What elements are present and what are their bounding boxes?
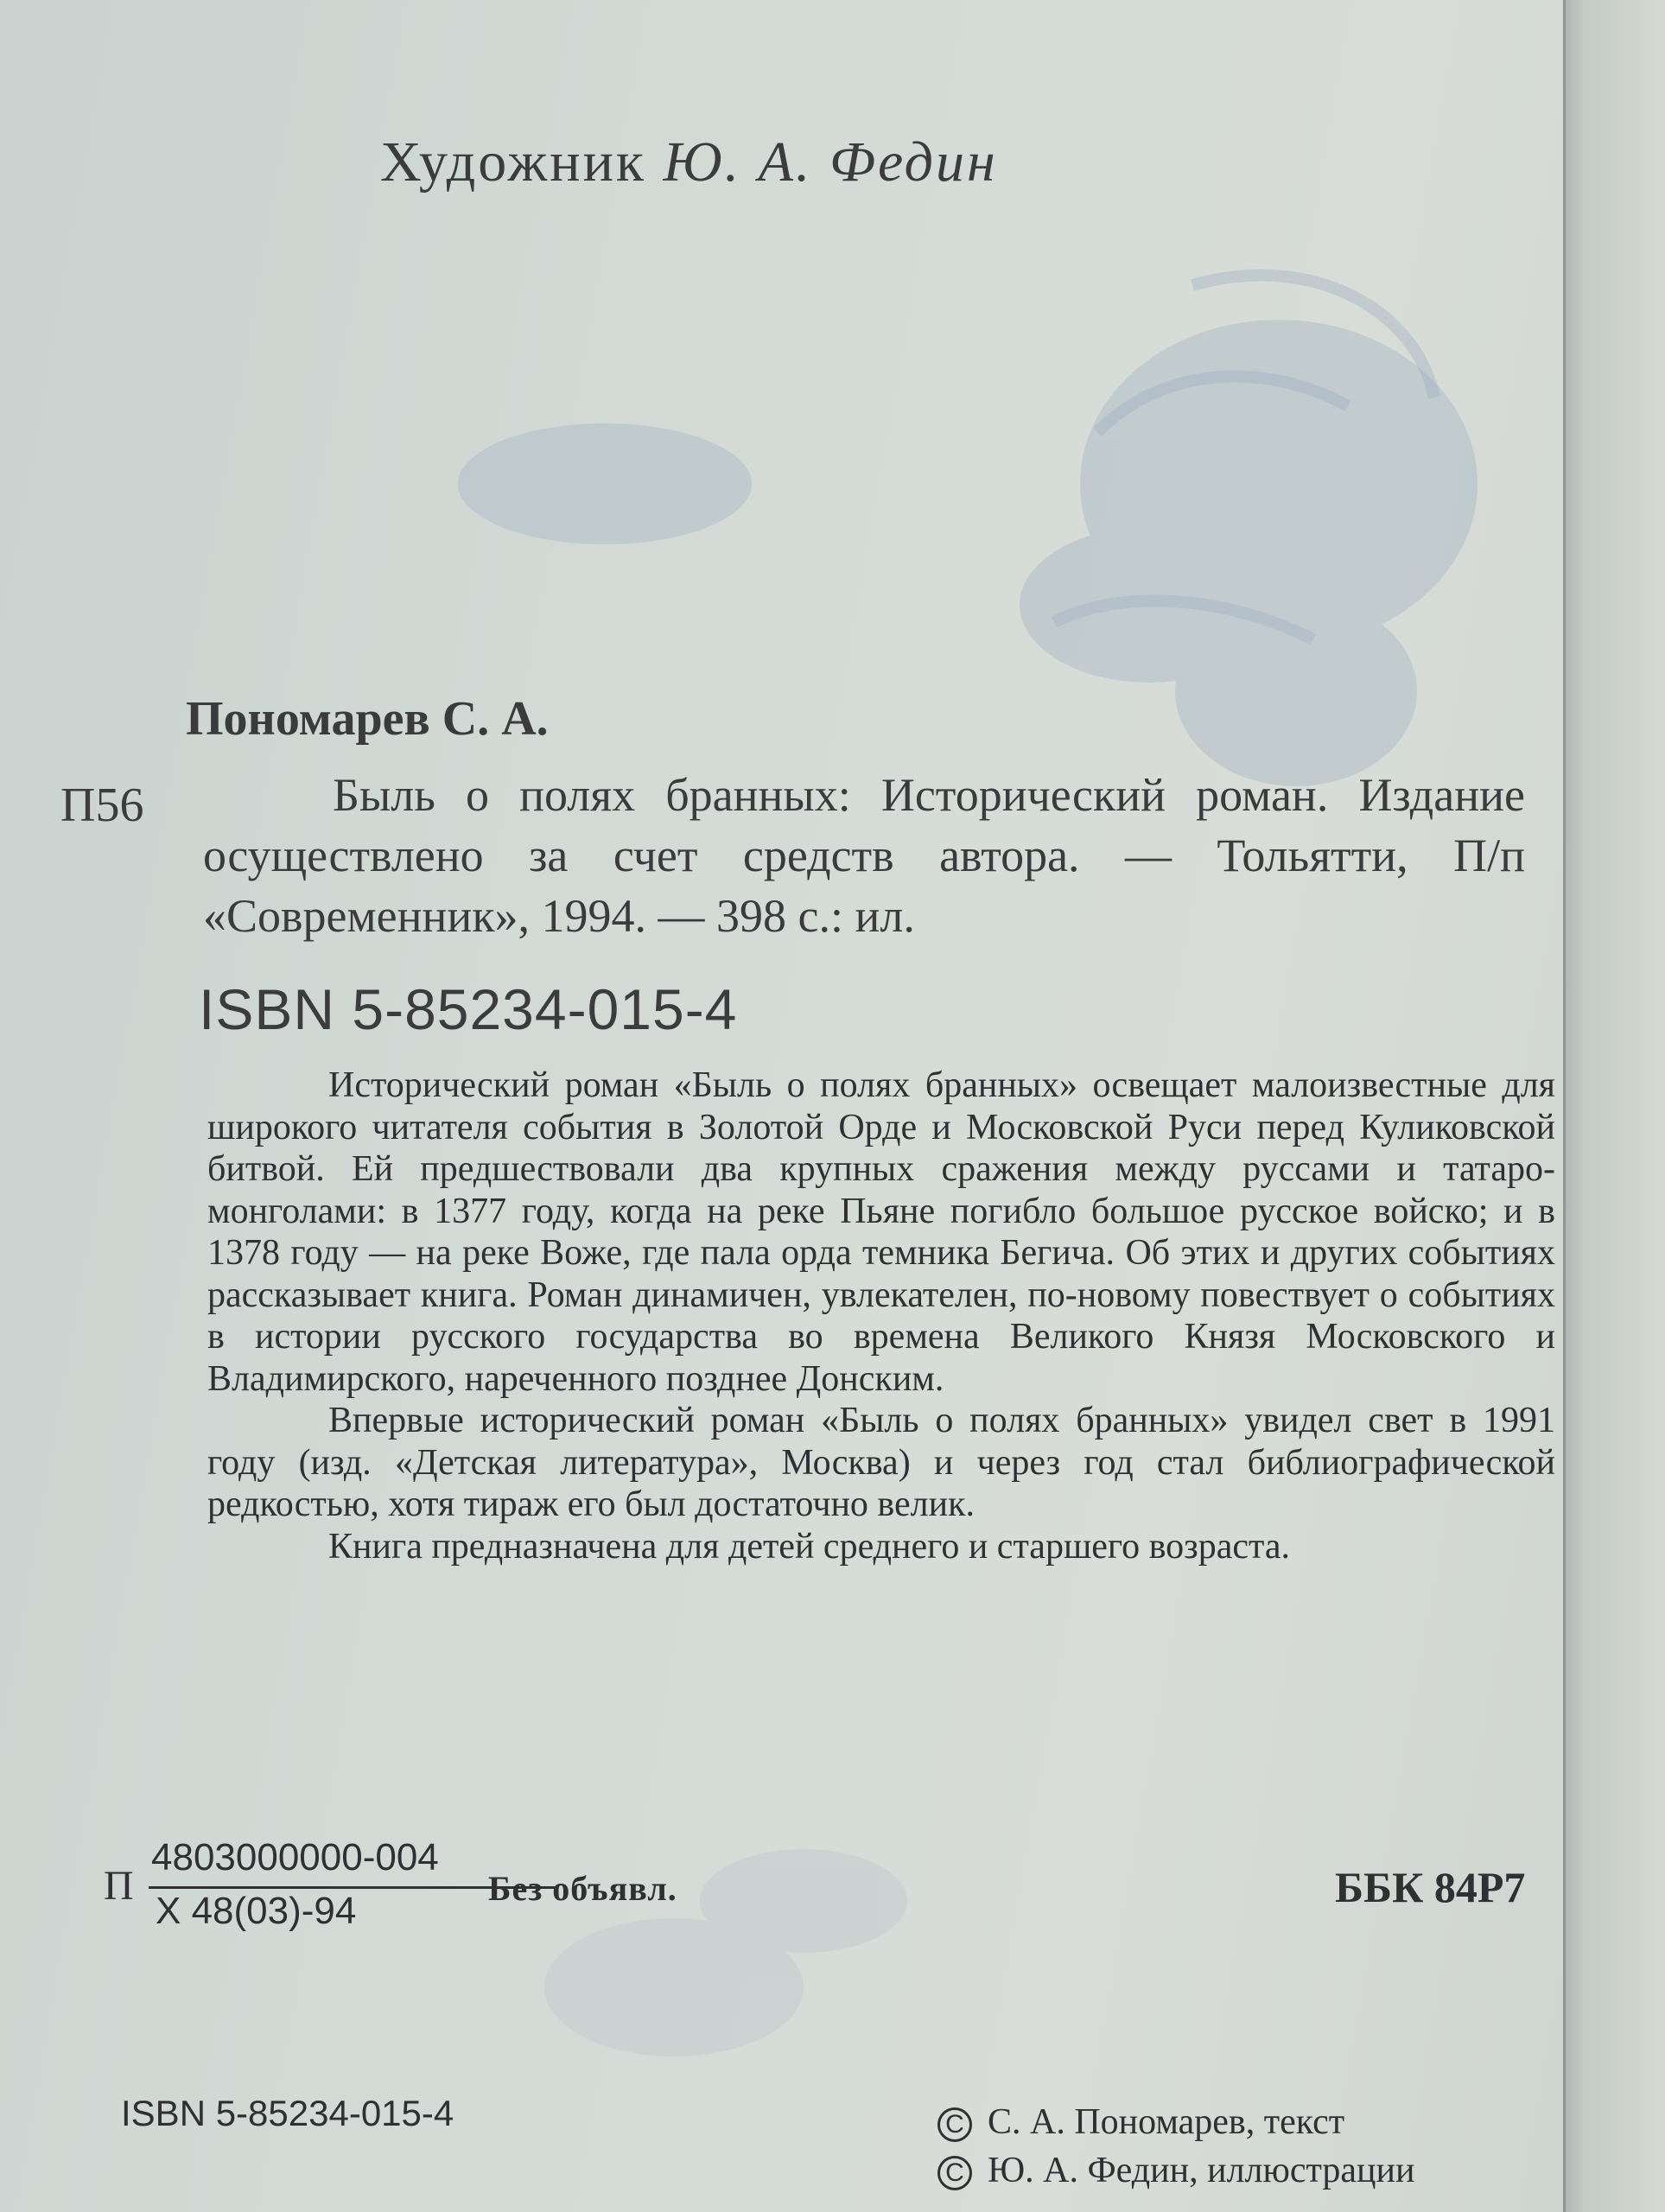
copyright-line [937,2150,1414,2191]
catalog-description: Быль о полях бранных: Исторический роман. Издание осуществлено за счет средств автора. — Тольятти, П/п «Современник», 1994. — 398 с.: ил. [203,769,1525,942]
catalog-code: П56 [60,779,144,832]
bbk-code: ББК 84Р7 [1335,1863,1526,1911]
copyright-text: С. А. Пономарев, текст [988,2102,1345,2142]
annotation-paragraph: Впервые исторический роман «Быль о полях бранных» увидел свет в 1991 году (изд. «Детская литература», Москва) и через год стал библиографической редкостью, хотя тираж его был достаточно велик. [207,1401,1555,1524]
catalog-author: Пономарев С. А. [186,692,549,746]
annotation [207,1065,1555,1567]
artist-name: Ю. А. Федин [663,130,998,194]
no-announcement-note: Без объявл. [488,1869,677,1908]
index-letter: П [104,1863,134,1909]
annotation-paragraph: Исторический роман «Быль о полях бранных» освещает малоизвестные для широкого читателя события в Золотой Орде и Московской Руси перед Куликовской битвой. Ей предшествовали два крупных сражения между руссами и татаро-монголами: в 1377 году, когда на реке Пьяне погибло большое русское войско; и в 1378 году — на реке Воже, где пала орда темника Бегича. Об этих и других событиях рассказывает книга. Роман динамичен, увлекателен, по-новому повествует о событиях в истории русского государства во времена Великого Князя Московского и Владимирского, нареченного позднее Донским. [207,1065,1555,1399]
artist-credit [380,130,998,195]
footer-isbn: ISBN 5-85234-015-4 [121,2093,454,2133]
copyright-line [937,2101,1344,2143]
copyright-icon: С [937,2156,972,2190]
copyright-icon: С [937,2107,972,2142]
copyright-text: Ю. А. Федин, иллюстрации [988,2151,1415,2190]
annotation-paragraph: Книга предназначена для детей среднего и старшего возраста. [328,1526,1291,1567]
artist-label: Художник [380,130,646,194]
publishing-index-code [104,1836,467,1931]
page-edge [1563,0,1665,2212]
index-numerator: 4803000000-004 [151,1836,439,1878]
index-denominator: Х 48(03)-94 [156,1890,357,1932]
catalog-isbn: ISBN 5-85234-015-4 [199,977,738,1041]
